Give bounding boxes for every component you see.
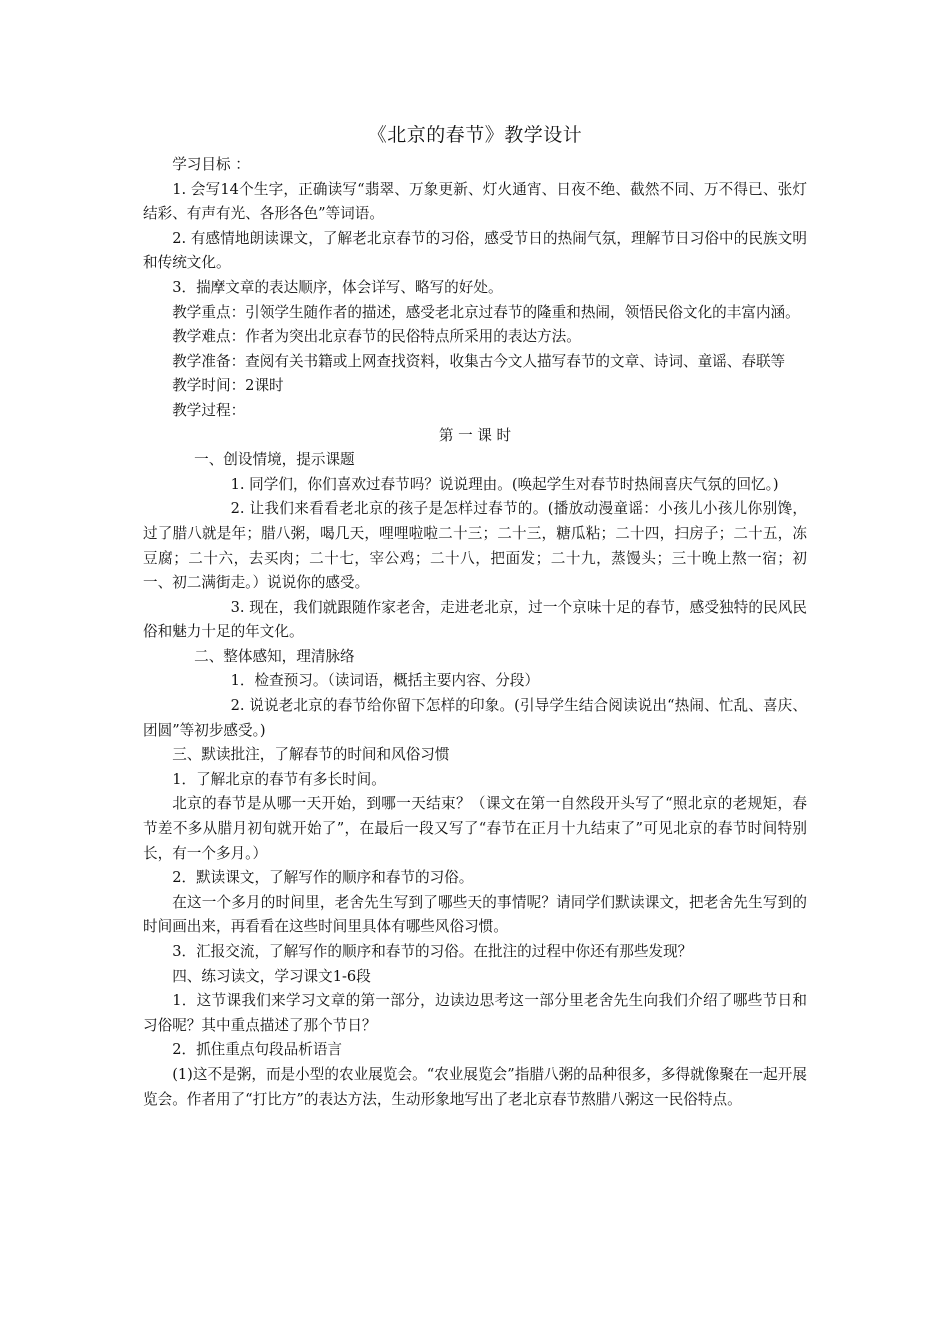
teaching-difficulty: 教学难点：作者为突出北京春节的民俗特点所采用的表达方法。 xyxy=(172,328,581,346)
teaching-preparation: 教学准备：查阅有关书籍或上网查找资料，收集古今文人描写春节的文章、诗词、童谣、春联等 xyxy=(172,352,786,370)
section-3-para-5: 3．汇报交流，了解写作的顺序和春节的习俗。在批注的过程中你还有那些发现？ xyxy=(172,943,693,960)
teaching-time: 教学时间：2课时 xyxy=(172,377,284,395)
document-page xyxy=(143,120,807,1112)
section-4-para-3: (1)这不是粥，而是小型的农业展览会。“农业展览会”指腊八粥的品种很多，多得就像聚在一起开展览会。作者用了“打比方”的表达方法，生动形象地写出了老北京春节熬腊八粥这一民俗特点。 xyxy=(143,1065,807,1108)
teaching-process-label: 教学过程： xyxy=(172,401,246,419)
section-2-heading: 二、整体感知，理清脉络 xyxy=(194,647,355,665)
section-2-item-2: 2. 说说老北京的春节给你留下怎样的印象。(引导学生结合阅读说出“热闹、忙乱、喜庆、团圆”等初步感受。) xyxy=(143,697,807,739)
section-3-para-4: 在这一个多月的时间里，老舍先生写到了哪些天的事情呢？请同学们默读课文，把老舍先生写到的时间画出来，再看看在这些时间里具体有哪些风俗习惯。 xyxy=(143,893,807,936)
section-1-item-2: 2. 让我们来看看老北京的孩子是怎样过春节的。(播放动漫童谣：小孩儿小孩儿你别馋，过了腊八就是年；腊八粥，喝几天，哩哩啦啦二十三；二十三，糖瓜粘；二十四，扫房子；二十五，冻豆腐；二十六，去买肉；二十七，宰公鸡；二十八，把面发；二十九，蒸馒头；三十晚上熬一宿；初一、初二满街走。）说说你的感受。 xyxy=(143,500,807,592)
document-title: 《北京的春节》教学设计 xyxy=(367,124,583,146)
goal-3: 3．揣摩文章的表达顺序，体会详写、略写的好处。 xyxy=(172,278,503,296)
teaching-focus: 教学重点：引领学生随作者的描述，感受老北京过春节的隆重和热闹，领悟民俗文化的丰富内涵。 xyxy=(172,303,800,321)
goal-1: 1. 会写14个生字，正确读写“翡翠、万象更新、灯火通宵、日夜不绝、截然不同、万不得已、张灯结彩、有声有光、各形各色”等词语。 xyxy=(143,180,807,223)
section-3-para-1: 1．了解北京的春节有多长时间。 xyxy=(172,770,386,788)
section-1-item-3: 3. 现在，我们就跟随作家老舍，走进老北京，过一个京味十足的春节，感受独特的民风民俗和魅力十足的年文化。 xyxy=(143,598,807,641)
section-1-item-1: 1. 同学们，你们喜欢过春节吗？说说理由。(唤起学生对春节时热闹喜庆气氛的回忆。) xyxy=(230,475,779,493)
section-4-para-2: 2．抓住重点句段品析语言 xyxy=(172,1041,343,1059)
section-4-heading: 四、练习读文，学习课文1-6段 xyxy=(172,967,371,985)
section-3-heading: 三、默读批注，了解春节的时间和风俗习惯 xyxy=(172,746,450,764)
lesson-heading: 第 一 课 时 xyxy=(438,426,512,444)
section-4-para-1: 1．这节课我们来学习文章的第一部分，边读边思考这一部分里老舍先生向我们介绍了哪些节日和习俗呢？其中重点描述了那个节日？ xyxy=(143,992,807,1034)
section-3-para-2: 北京的春节是从哪一天开始，到哪一天结束？（课文在第一自然段开头写了“照北京的老规矩，春节差不多从腊月初旬就开始了”，在最后一段又写了“春节在正月十九结束了”可见北京的春节时间特别长，有一个多月。） xyxy=(143,795,807,862)
section-2-item-1: 1．检查预习。（读词语，概括主要内容、分段） xyxy=(230,672,540,690)
section-1-heading: 一、创设情境，提示课题 xyxy=(194,451,355,469)
learning-goals-label: 学习目标 ： xyxy=(172,156,250,173)
section-3-para-3: 2．默读课文，了解写作的顺序和春节的习俗。 xyxy=(172,869,474,887)
goal-2: 2. 有感情地朗读课文，了解老北京春节的习俗，感受节日的热闹气氛，理解节日习俗中的民族文明和传统文化。 xyxy=(143,229,807,272)
